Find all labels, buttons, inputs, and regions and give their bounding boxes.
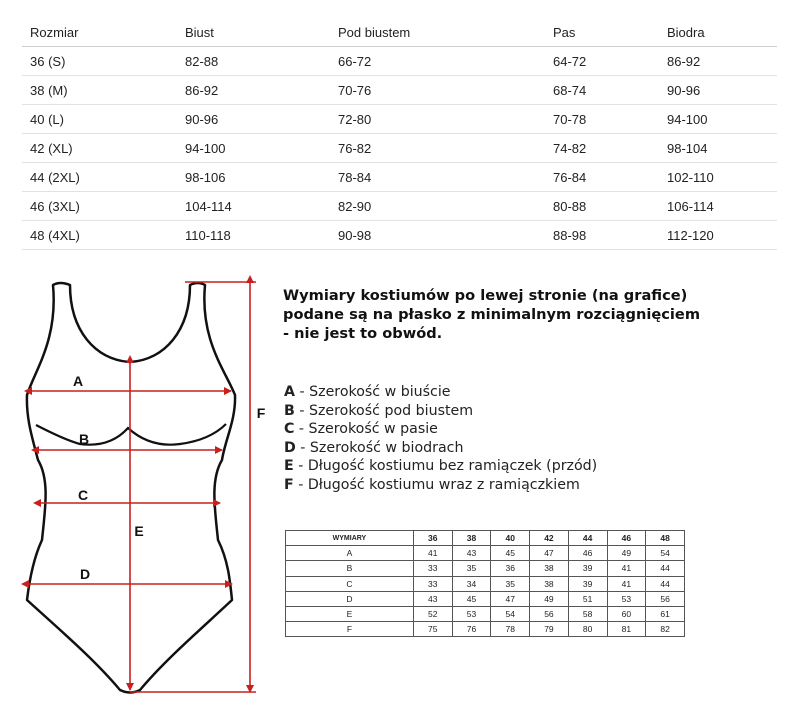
table-cell: 90-96 (177, 105, 330, 134)
table-row (22, 134, 777, 163)
table-cell: 60 (607, 606, 646, 621)
table-cell: 82 (646, 622, 685, 637)
table-cell: 90-98 (330, 221, 545, 250)
description-title (283, 286, 763, 343)
table-row (22, 163, 777, 192)
table-cell: 76-82 (330, 134, 545, 163)
table-cell: 98-104 (659, 134, 777, 163)
table-cell: 35 (491, 576, 530, 591)
table-cell: E (286, 606, 414, 621)
table-cell: 86-92 (659, 47, 777, 76)
table-cell: 75 (413, 622, 452, 637)
swimsuit-outline (27, 283, 235, 693)
table-row (22, 47, 777, 76)
table-cell: 74-82 (545, 134, 659, 163)
label-e: E (134, 523, 144, 539)
label-c: C (77, 487, 89, 503)
table-cell: 51 (568, 591, 607, 606)
table-cell: 78 (491, 622, 530, 637)
table-cell: 38 (M) (22, 76, 177, 105)
legend-key: C (284, 421, 295, 438)
legend-text: - Szerokość w biodrach (295, 439, 464, 456)
table-cell: D (286, 591, 414, 606)
table-cell: 72-80 (330, 105, 545, 134)
table-cell: 110-118 (177, 221, 330, 250)
table-cell: B (286, 561, 414, 576)
table-cell: 76 (452, 622, 491, 637)
table-cell: 44 (646, 561, 685, 576)
table-cell: 76-84 (545, 163, 659, 192)
table-row (22, 105, 777, 134)
table-cell: 33 (413, 561, 452, 576)
table-cell: 78-84 (330, 163, 545, 192)
header-waist: Pas (545, 19, 659, 47)
dimension-header: 48 (646, 531, 685, 546)
table-cell: 80-88 (545, 192, 659, 221)
legend-item (284, 383, 597, 402)
table-cell: 53 (452, 606, 491, 621)
legend-text: - Długość kostiumu bez ramiączek (przód) (293, 458, 598, 475)
table-cell: 46 (568, 546, 607, 561)
table-cell: 52 (413, 606, 452, 621)
table-cell: 43 (452, 546, 491, 561)
description-line: - nie jest to obwód. (283, 325, 443, 342)
header-bust: Biust (177, 19, 330, 47)
table-cell: 49 (530, 591, 569, 606)
table-cell: 36 (S) (22, 47, 177, 76)
table-cell: 39 (568, 561, 607, 576)
label-b: B (78, 431, 90, 447)
table-cell: 82-90 (330, 192, 545, 221)
table-cell: 66-72 (330, 47, 545, 76)
swimsuit-diagram (0, 262, 280, 702)
table-cell: 36 (491, 561, 530, 576)
table-cell: 79 (530, 622, 569, 637)
dimension-table (285, 530, 685, 637)
label-d: D (79, 566, 91, 582)
legend-key: B (284, 402, 295, 419)
table-cell: 86-92 (177, 76, 330, 105)
table-cell: 90-96 (659, 76, 777, 105)
table-cell: 106-114 (659, 192, 777, 221)
table-cell: 64-72 (545, 47, 659, 76)
table-row (286, 622, 685, 637)
table-cell: 68-74 (545, 76, 659, 105)
legend-key: D (284, 439, 296, 456)
table-cell: 49 (607, 546, 646, 561)
legend-key: A (284, 384, 295, 400)
dimension-header-row (286, 531, 685, 546)
legend-item (284, 457, 597, 476)
table-cell: 88-98 (545, 221, 659, 250)
table-cell: A (286, 546, 414, 561)
table-cell: 94-100 (177, 134, 330, 163)
table-cell: 80 (568, 622, 607, 637)
table-cell: 33 (413, 576, 452, 591)
table-cell: F (286, 622, 414, 637)
legend-text: - Szerokość pod biustem (294, 402, 474, 419)
table-cell: 102-110 (659, 163, 777, 192)
label-a: A (72, 373, 84, 389)
table-cell: 43 (413, 591, 452, 606)
legend-item (284, 420, 597, 439)
description-line: podane są na płasko z minimalnym rozciągnięciem (283, 306, 701, 323)
table-cell: 81 (607, 622, 646, 637)
table-row (22, 221, 777, 250)
table-cell: 39 (568, 576, 607, 591)
legend-key: F (284, 476, 294, 493)
table-cell: 41 (607, 561, 646, 576)
size-table (22, 19, 777, 250)
label-f: F (256, 405, 266, 421)
table-cell: 61 (646, 606, 685, 621)
legend-item (284, 439, 597, 458)
table-cell: 53 (607, 591, 646, 606)
table-cell: 47 (491, 591, 530, 606)
table-cell: 98-106 (177, 163, 330, 192)
table-cell: 40 (L) (22, 105, 177, 134)
header-underbust: Pod biustem (330, 19, 545, 47)
underbust-seam (36, 424, 226, 445)
table-cell: 82-88 (177, 47, 330, 76)
legend-item (284, 402, 597, 421)
table-row (22, 76, 777, 105)
table-cell: 70-78 (545, 105, 659, 134)
table-cell: 46 (3XL) (22, 192, 177, 221)
description-line: Wymiary kostiumów po lewej stronie (na grafice) (283, 287, 688, 304)
table-row (286, 561, 685, 576)
table-cell: 38 (530, 561, 569, 576)
table-cell: 56 (646, 591, 685, 606)
table-cell: 41 (607, 576, 646, 591)
table-cell: 42 (XL) (22, 134, 177, 163)
legend-text: - Długość kostiumu wraz z ramiączkiem (293, 476, 580, 493)
header-size: Rozmiar (22, 19, 177, 47)
table-cell: 48 (4XL) (22, 221, 177, 250)
table-cell: 34 (452, 576, 491, 591)
dimension-header: 40 (491, 531, 530, 546)
legend-item (284, 476, 597, 495)
table-cell: 70-76 (330, 76, 545, 105)
legend-key: E (284, 458, 294, 475)
table-row (286, 546, 685, 561)
dimension-header: 44 (568, 531, 607, 546)
table-cell: 47 (530, 546, 569, 561)
dimension-header: 38 (452, 531, 491, 546)
dimension-header: 36 (413, 531, 452, 546)
size-table-header-row (22, 19, 777, 47)
legend-text: - Szerokość w biuście (294, 384, 451, 400)
legend-text: - Szerokość w pasie (294, 421, 438, 438)
table-cell: 54 (491, 606, 530, 621)
table-cell: 35 (452, 561, 491, 576)
table-row (286, 576, 685, 591)
table-row (286, 591, 685, 606)
header-hips: Biodra (659, 19, 777, 47)
dimension-header: WYMIARY (286, 531, 414, 546)
table-cell: 44 (646, 576, 685, 591)
table-cell: 45 (491, 546, 530, 561)
table-cell: 45 (452, 591, 491, 606)
table-cell: 38 (530, 576, 569, 591)
measurement-legend (284, 383, 597, 495)
table-cell: 112-120 (659, 221, 777, 250)
dimension-header: 42 (530, 531, 569, 546)
table-row (286, 606, 685, 621)
table-cell: 56 (530, 606, 569, 621)
table-cell: 44 (2XL) (22, 163, 177, 192)
table-cell: 104-114 (177, 192, 330, 221)
table-cell: 58 (568, 606, 607, 621)
table-cell: 54 (646, 546, 685, 561)
dimension-header: 46 (607, 531, 646, 546)
table-row (22, 192, 777, 221)
table-cell: C (286, 576, 414, 591)
table-cell: 41 (413, 546, 452, 561)
table-cell: 94-100 (659, 105, 777, 134)
